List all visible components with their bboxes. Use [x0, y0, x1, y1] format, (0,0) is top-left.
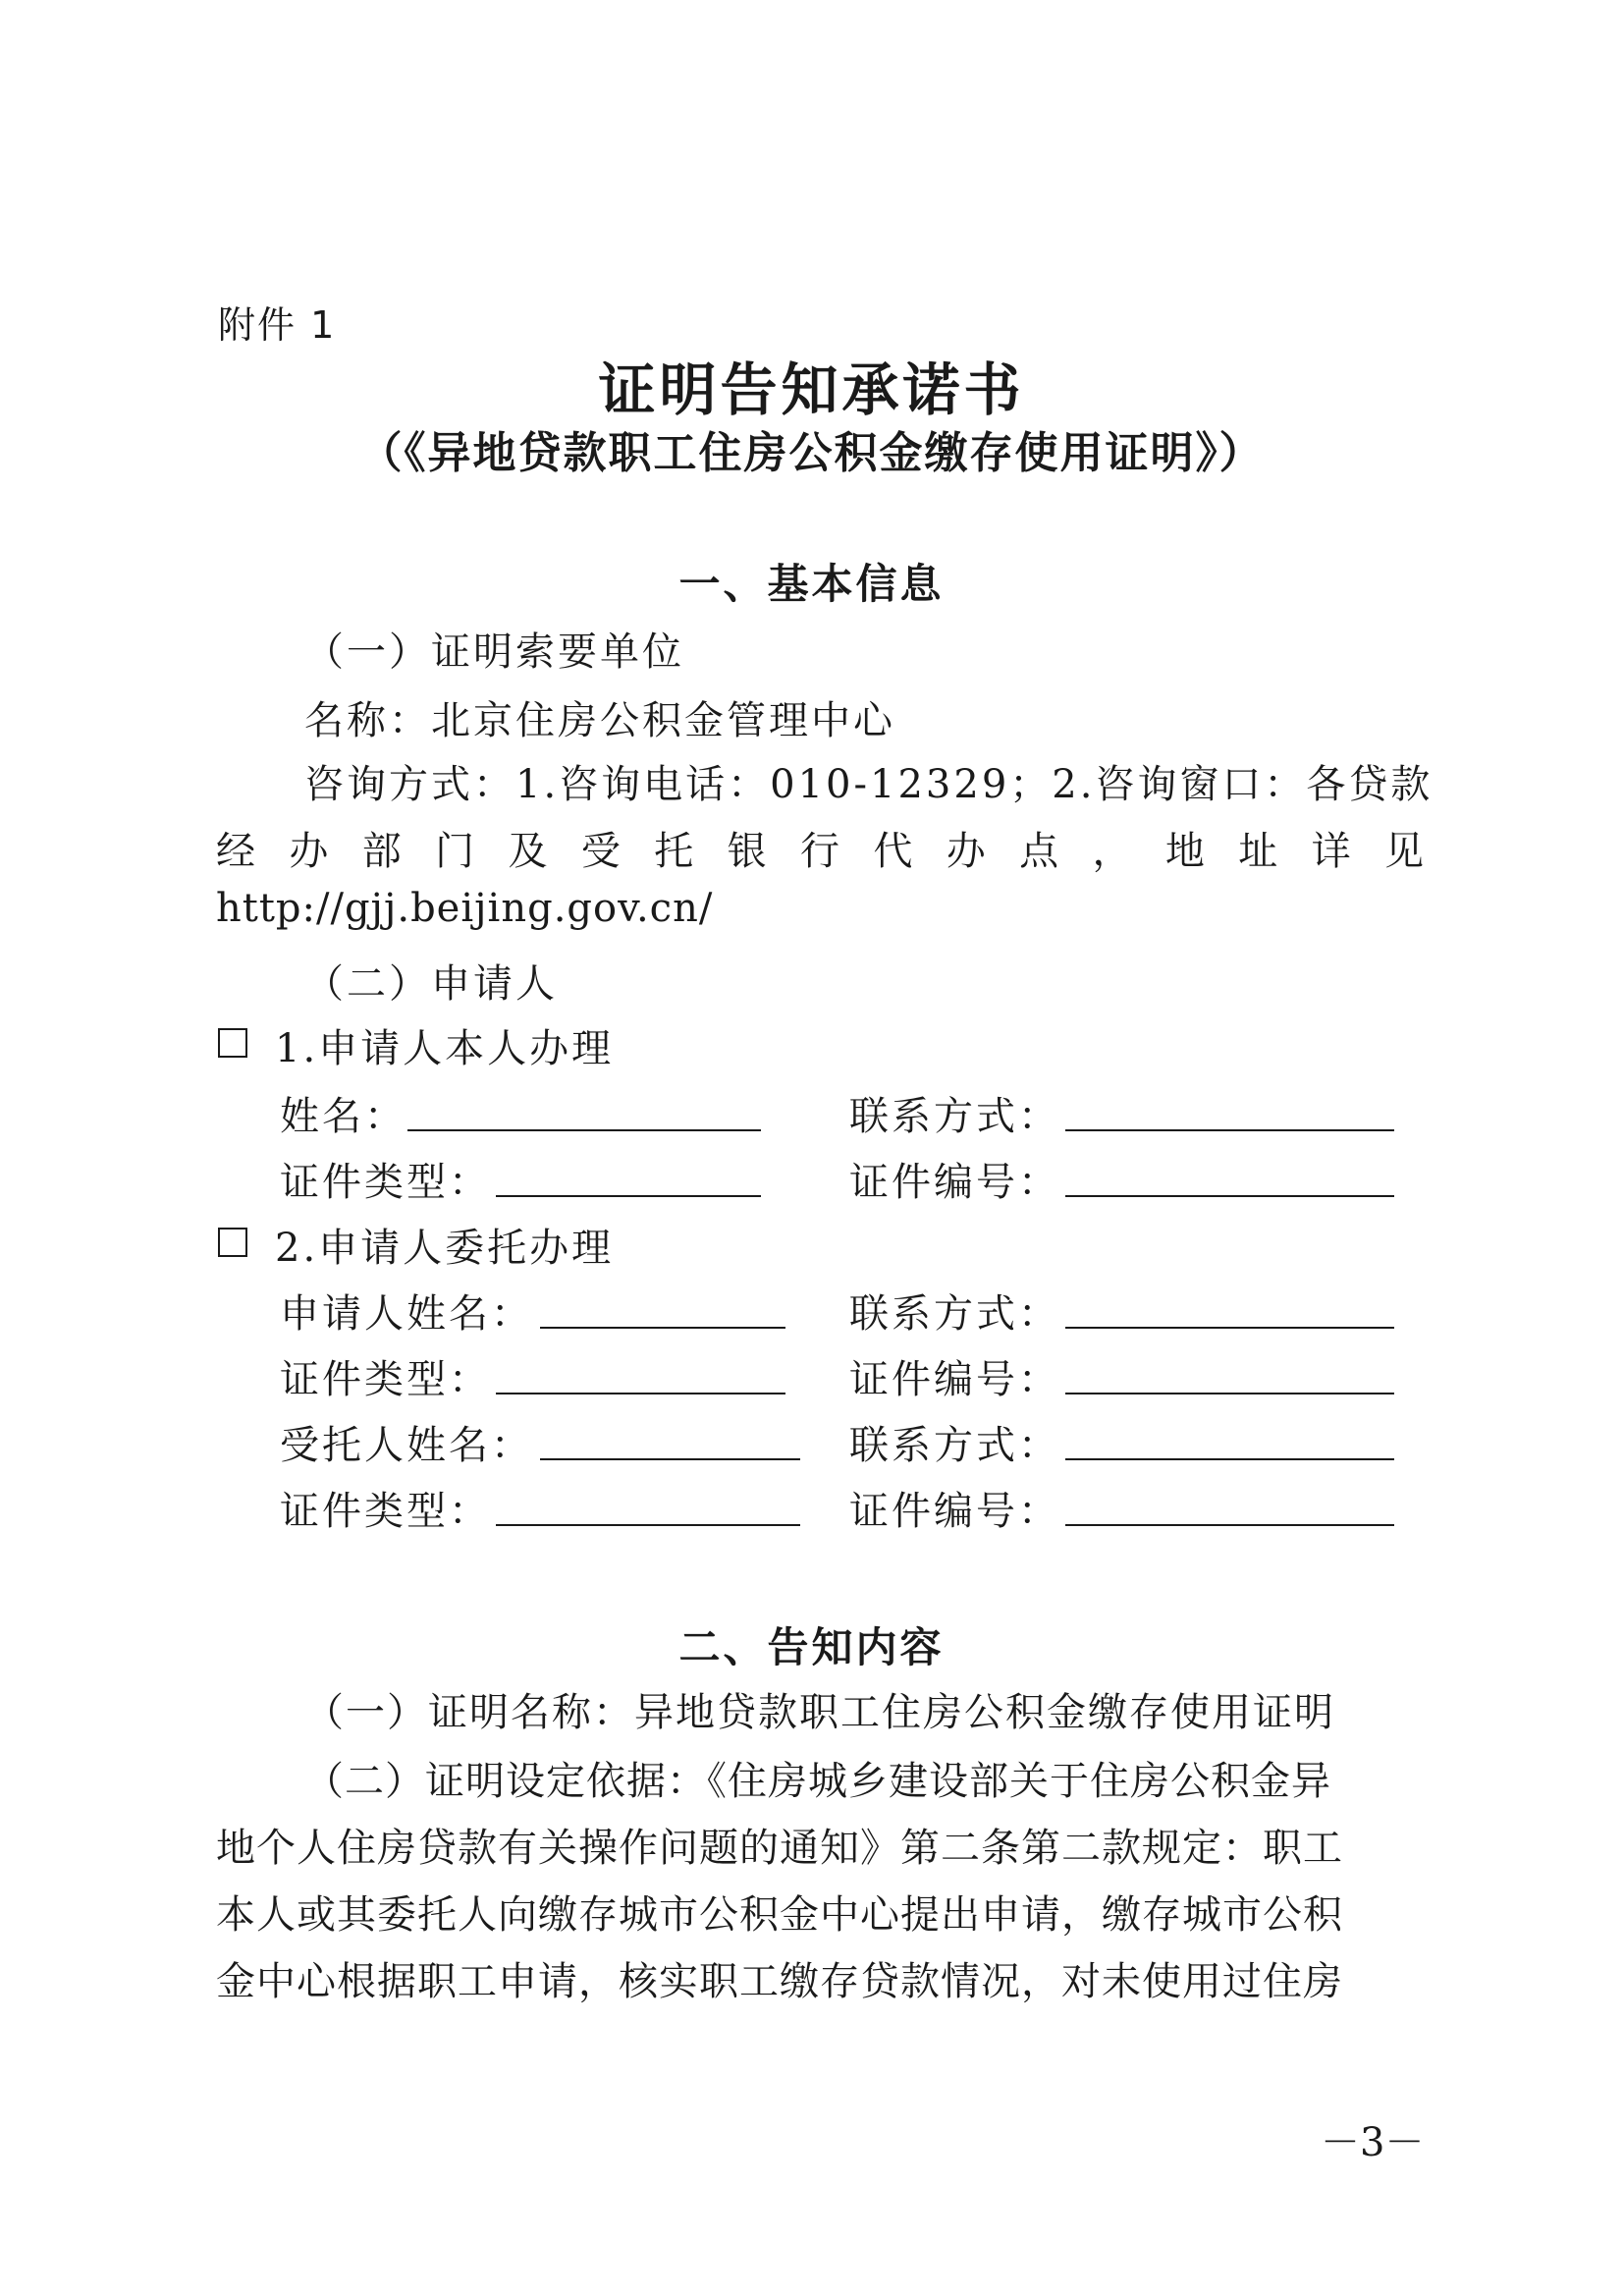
self-name-label: 姓名：	[280, 1094, 406, 1139]
applicant-id-type-label: 证件类型：	[280, 1357, 491, 1402]
option-self-label: 1.申请人本人办理	[275, 1026, 615, 1071]
applicant-contact-label: 联系方式：	[849, 1291, 1060, 1337]
self-id-no-field[interactable]	[1065, 1195, 1394, 1197]
applicant-id-no-label: 证件编号：	[849, 1357, 1060, 1402]
agent-id-no-field[interactable]	[1065, 1524, 1394, 1526]
agent-name-label: 受托人姓名：	[280, 1423, 533, 1468]
agent-id-no-label: 证件编号：	[849, 1489, 1060, 1534]
section1-sub2: （二）申请人	[304, 961, 558, 1007]
checkbox-delegate[interactable]	[218, 1228, 247, 1257]
agent-contact-field[interactable]	[1065, 1458, 1394, 1460]
section1-heading: 一、基本信息	[678, 560, 945, 608]
attachment-label: 附件 1	[218, 303, 337, 347]
section2-heading: 二、告知内容	[678, 1623, 945, 1671]
self-contact-label: 联系方式：	[849, 1094, 1060, 1139]
self-contact-field[interactable]	[1065, 1129, 1394, 1131]
document-title: 证明告知承诺书	[598, 356, 1025, 423]
applicant-id-type-field[interactable]	[496, 1393, 785, 1394]
basis-line-3: 本人或其委托人向缴存城市公积金中心提出申请，缴存城市公积	[216, 1892, 1343, 1938]
agent-contact-label: 联系方式：	[849, 1423, 1060, 1468]
document-subtitle: （《异地贷款职工住房公积金缴存使用证明》）	[358, 428, 1265, 478]
checkbox-self[interactable]	[218, 1028, 247, 1058]
website-link[interactable]: http://gjj.beijing.gov.cn/	[216, 886, 714, 931]
contact-line-1: 咨询方式：1.咨询电话：010-12329；2.咨询窗口：各贷款	[304, 762, 1434, 807]
applicant-name-field[interactable]	[540, 1327, 785, 1329]
self-id-type-field[interactable]	[496, 1195, 761, 1197]
agent-id-type-field[interactable]	[496, 1524, 800, 1526]
page-number: －3－	[1321, 2120, 1425, 2165]
agent-name-field[interactable]	[540, 1458, 800, 1460]
applicant-contact-field[interactable]	[1065, 1327, 1394, 1329]
certificate-name: （一）证明名称：异地贷款职工住房公积金缴存使用证明	[304, 1690, 1335, 1735]
applicant-name-label: 申请人姓名：	[280, 1291, 533, 1337]
basis-line-2: 地个人住房贷款有关操作问题的通知》第二条第二款规定：职工	[216, 1826, 1343, 1871]
contact-line-2: 经办部门及受托银行代办点，地址详见	[216, 829, 1424, 874]
self-name-field[interactable]	[407, 1129, 761, 1131]
agent-id-type-label: 证件类型：	[280, 1489, 491, 1534]
issuer-name: 名称：北京住房公积金管理中心	[304, 698, 895, 743]
basis-line-4: 金中心根据职工申请，核实职工缴存贷款情况，对未使用过住房	[216, 1959, 1343, 2004]
option-delegate-label: 2.申请人委托办理	[275, 1226, 615, 1271]
self-id-type-label: 证件类型：	[280, 1160, 491, 1205]
applicant-id-no-field[interactable]	[1065, 1393, 1394, 1394]
self-id-no-label: 证件编号：	[849, 1160, 1060, 1205]
section1-sub1: （一）证明索要单位	[304, 629, 684, 675]
basis-line-1: （二）证明设定依据：《住房城乡建设部关于住房公积金异	[304, 1759, 1331, 1804]
